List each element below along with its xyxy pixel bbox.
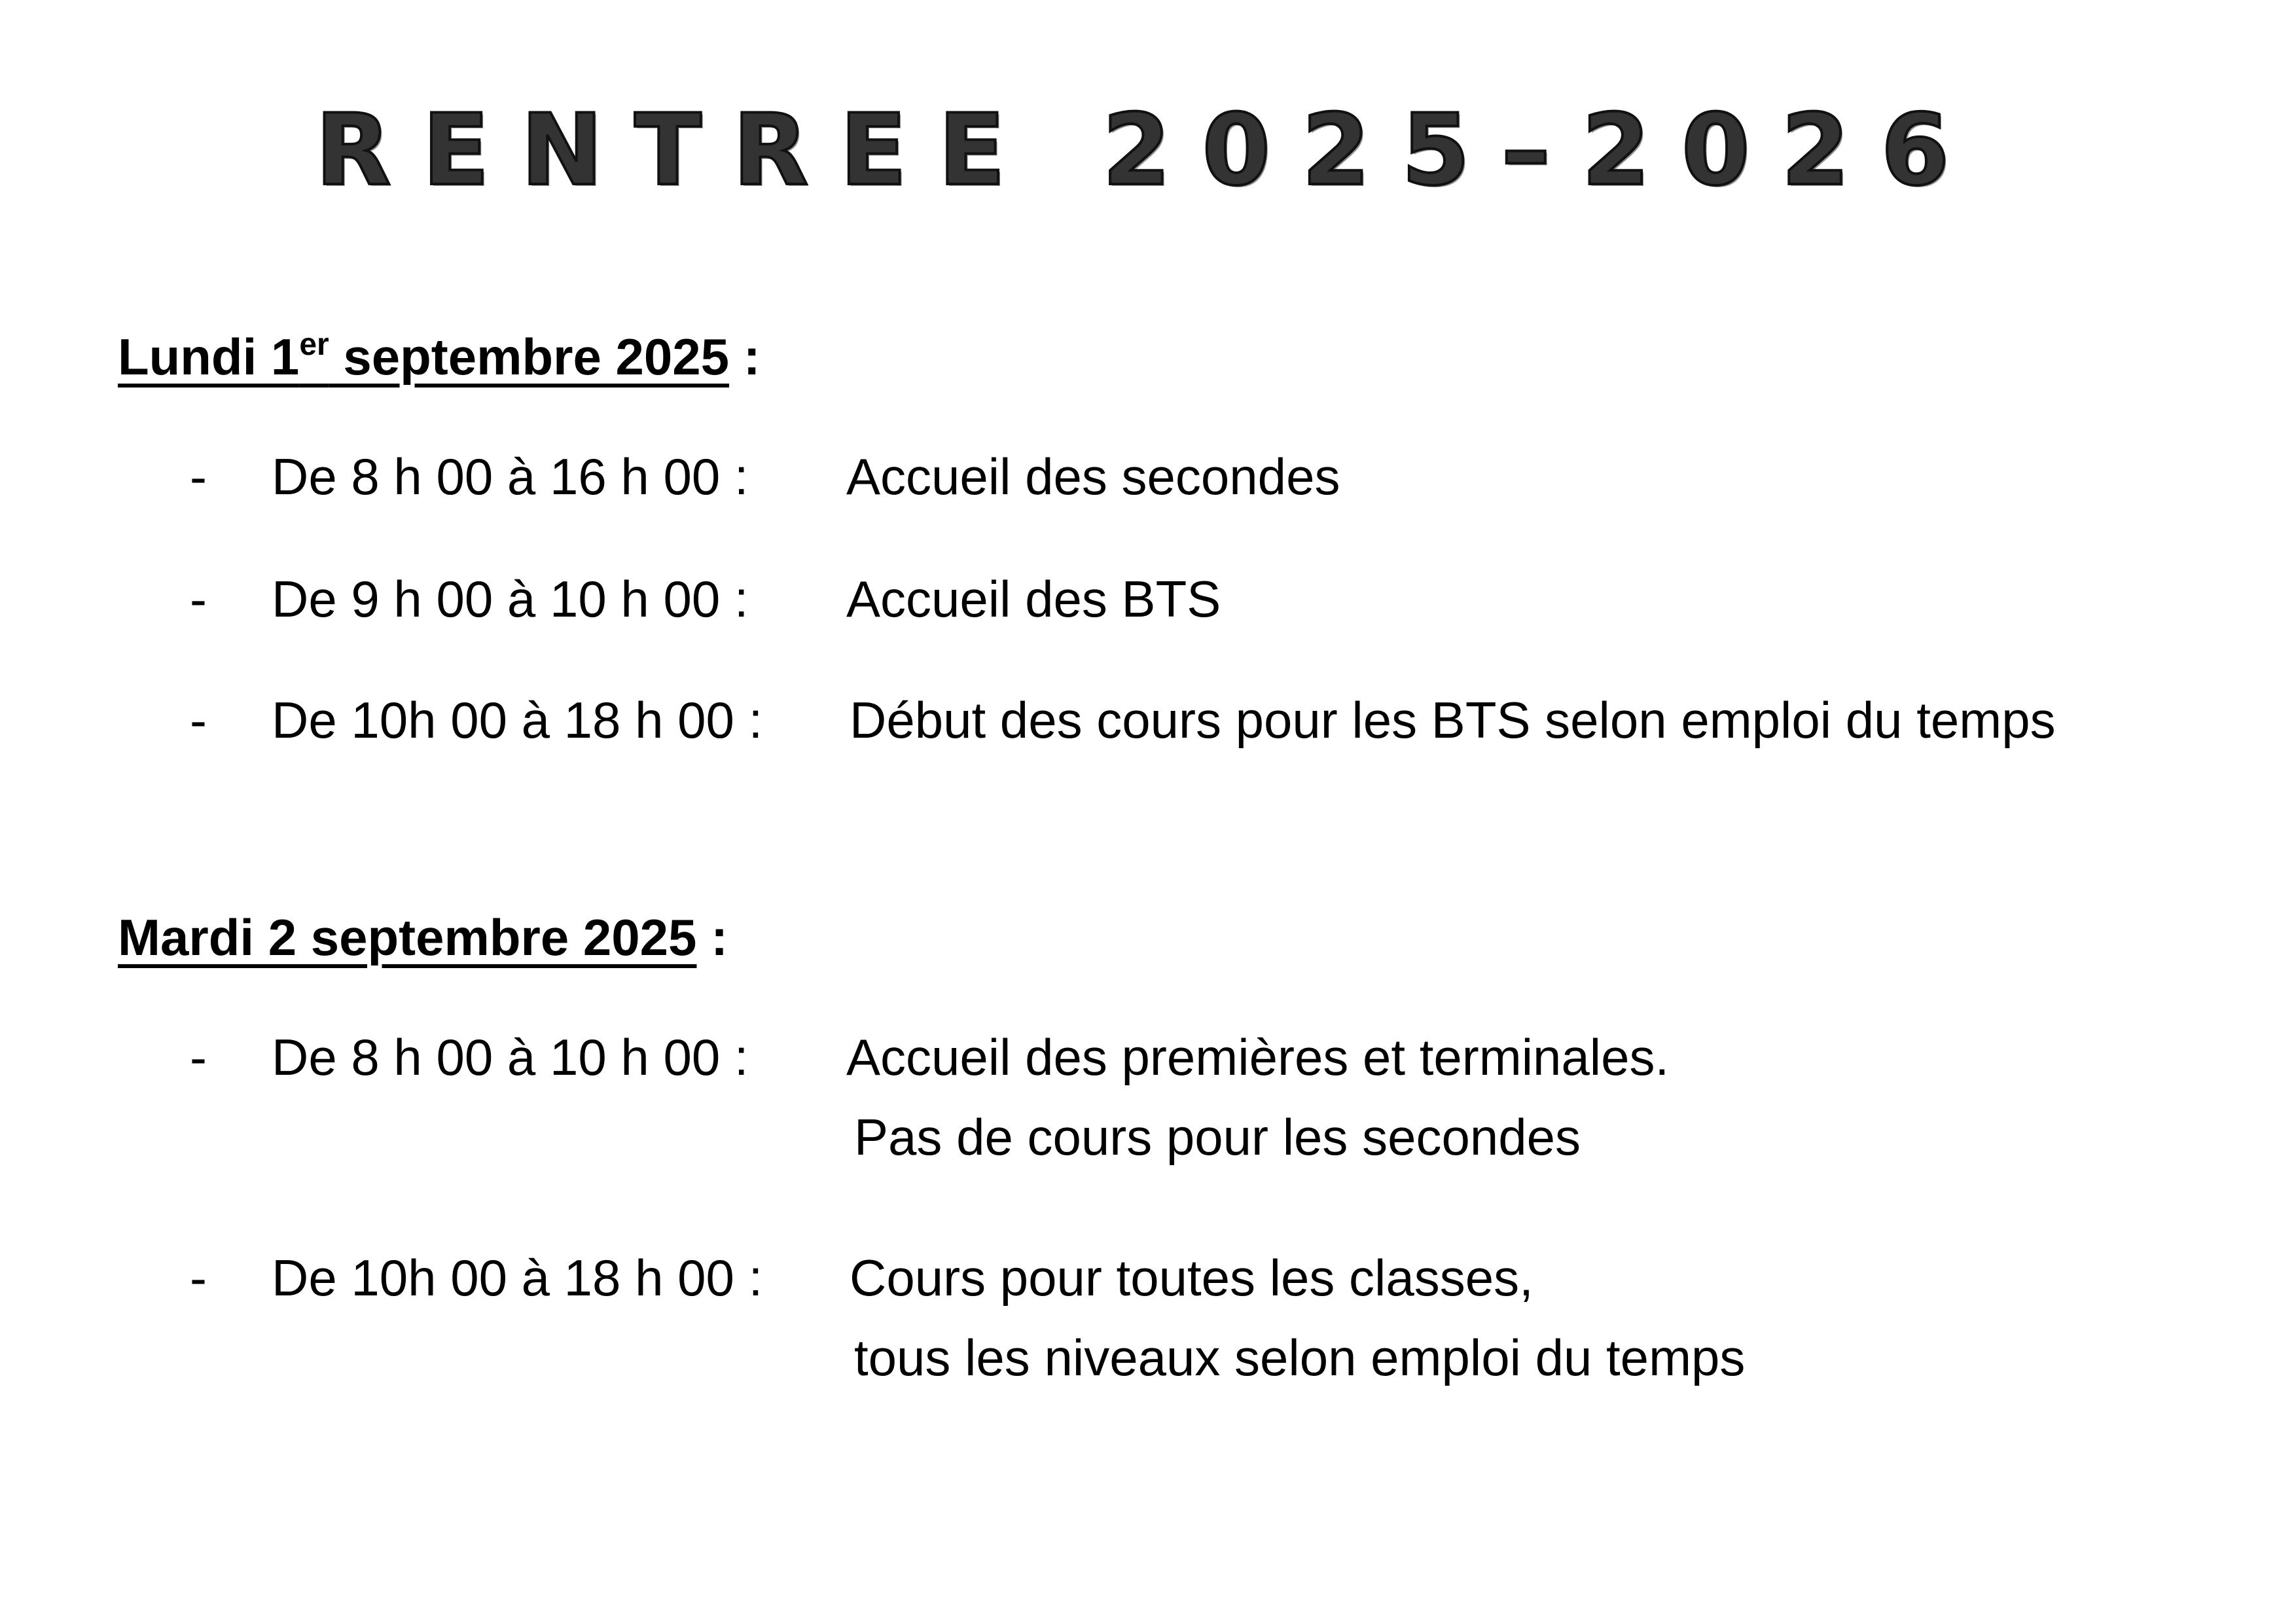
schedule-time: De 8 h 00 à 10 h 00 : xyxy=(272,1028,749,1086)
schedule-description: Début des cours pour les BTS selon emploi du temps xyxy=(850,691,2056,749)
schedule-time: De 10h 00 à 18 h 00 : xyxy=(272,691,763,749)
page-title-text: RENTREE 2025–2026 xyxy=(315,94,1981,208)
day-heading-monday-main: Lundi 1 xyxy=(118,328,300,386)
list-dash: - xyxy=(190,570,207,628)
schedule-time: De 8 h 00 à 16 h 00 : xyxy=(272,448,749,505)
day-heading-tuesday-main: Mardi 2 septembre 2025 xyxy=(118,909,697,966)
day-heading-tuesday-colon: : xyxy=(696,909,728,966)
schedule-description-continued: Pas de cours pour les secondes xyxy=(854,1108,1581,1166)
day-heading-monday-rest: septembre 2025 xyxy=(329,328,730,386)
list-dash: - xyxy=(190,691,207,749)
list-dash: - xyxy=(190,1028,207,1086)
schedule-description: Accueil des premières et terminales. xyxy=(846,1028,1670,1086)
day-heading-monday xyxy=(118,324,761,389)
schedule-description-continued: tous les niveaux selon emploi du temps xyxy=(854,1329,1746,1386)
list-dash: - xyxy=(190,1249,207,1307)
day-heading-tuesday xyxy=(118,905,728,970)
schedule-description: Accueil des BTS xyxy=(846,570,1221,628)
schedule-time: De 9 h 00 à 10 h 00 : xyxy=(272,570,749,628)
day-heading-monday-colon: : xyxy=(729,328,761,386)
day-heading-monday-superscript: er xyxy=(299,327,329,362)
day-heading-monday-underlined xyxy=(118,328,729,386)
schedule-description: Cours pour toutes les classes, xyxy=(850,1249,1534,1307)
page-title xyxy=(0,92,2296,209)
schedule-time: De 10h 00 à 18 h 00 : xyxy=(272,1249,763,1307)
schedule-description: Accueil des secondes xyxy=(846,448,1340,505)
list-dash: - xyxy=(190,448,207,505)
